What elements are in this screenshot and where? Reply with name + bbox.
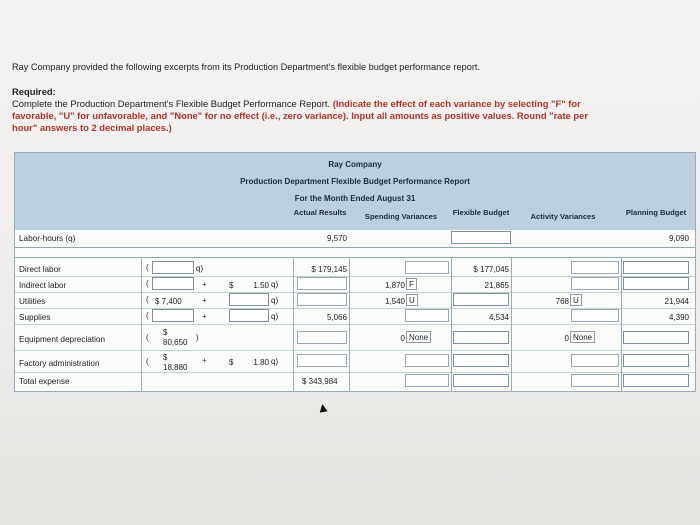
intro-text: Ray Company provided the following excerpts from its Production Department's flexible budget performance report. (12, 62, 480, 72)
indirect-labor-spending: 1,870 (384, 281, 405, 290)
equipment-spending: 0 (400, 334, 405, 343)
factory-rate: 1.80 (253, 358, 269, 367)
utilities-rate-q: q) (271, 296, 279, 305)
indirect-labor-spending-fx[interactable]: F (406, 278, 417, 290)
indirect-labor-actual-input[interactable] (297, 277, 347, 290)
supplies-flexible: 4,534 (488, 313, 509, 322)
indirect-labor-fixed-input[interactable] (152, 277, 194, 290)
factory-flexible-input[interactable] (453, 354, 509, 367)
report-title: Production Department Flexible Budget Performance Report (240, 177, 470, 186)
supplies-planning: 4,390 (668, 313, 689, 322)
factory-fixed: 18,880 (163, 363, 188, 372)
indirect-labor-flexible: 21,865 (484, 281, 509, 290)
report-period: For the Month Ended August 31 (294, 194, 416, 203)
plus-sign: + (202, 356, 207, 365)
labor-hours-actual: 9,570 (326, 234, 347, 243)
required-line-1-text: Complete the Production Department's Flexible Budget Performance Report. (12, 98, 331, 109)
total-planning-input[interactable] (623, 374, 689, 387)
paren-open: ( (146, 279, 149, 288)
labor-hours-planning: 9,090 (668, 234, 689, 243)
mouse-pointer-icon (318, 403, 327, 412)
direct-labor-flexible: $ 177,045 (473, 265, 509, 274)
col-planning-budget: Planning Budget (625, 208, 687, 217)
row-label-indirect-labor: Indirect labor (19, 281, 67, 290)
divider (15, 257, 695, 258)
row-label-factory-administration: Factory administration (19, 359, 100, 368)
utilities-spending-fx[interactable]: U (406, 294, 418, 306)
col-flexible-budget: Flexible Budget (452, 208, 510, 217)
dollar-sign: $ (229, 358, 234, 367)
paren-open: ( (146, 333, 149, 342)
utilities-activity: 768 (555, 297, 569, 306)
divider (15, 372, 695, 373)
factory-planning-input[interactable] (623, 354, 689, 367)
equipment-activity: 0 (564, 334, 569, 343)
divider (15, 350, 695, 351)
performance-report-table (14, 152, 696, 392)
direct-labor-rate-q: q) (196, 264, 204, 273)
direct-labor-fixed-input[interactable] (152, 261, 194, 274)
total-activity-input[interactable] (571, 374, 619, 387)
total-spending-input[interactable] (405, 374, 449, 387)
utilities-spending: 1,540 (384, 297, 405, 306)
paren-close: ) (196, 333, 199, 342)
supplies-activity-input[interactable] (571, 309, 619, 322)
indirect-labor-rate-q: q) (271, 280, 279, 289)
indirect-labor-activity-input[interactable] (571, 277, 619, 290)
row-label-direct-labor: Direct labor (19, 265, 61, 274)
plus-sign: + (202, 296, 207, 305)
paren-open: ( (146, 263, 149, 272)
labor-hours-label: Labor-hours (q) (19, 234, 76, 243)
required-heading: Required: (12, 86, 56, 97)
required-line-3: hour" answers to 2 decimal places.) (12, 122, 172, 133)
equipment-activity-fx[interactable]: None (570, 331, 595, 343)
row-label-total-expense: Total expense (19, 377, 70, 386)
equipment-flexible-input[interactable] (453, 331, 509, 344)
row-label-equipment-depreciation: Equipment depreciation (19, 335, 106, 344)
factory-activity-input[interactable] (571, 354, 619, 367)
indirect-labor-rate: 1.50 (253, 281, 269, 290)
indirect-labor-planning-input[interactable] (623, 277, 689, 290)
supplies-spending-input[interactable] (405, 309, 449, 322)
row-label-utilities: Utilities (19, 297, 46, 306)
required-line-2: favorable, "U" for unfavorable, and "None" for no effect (i.e., zero variance). Input all amounts as positive values. Round "rate per (12, 110, 588, 121)
utilities-planning: 21,944 (664, 297, 689, 306)
utilities-rate-input[interactable] (229, 293, 269, 306)
direct-labor-actual: $ 179,145 (311, 265, 347, 274)
factory-spending-input[interactable] (405, 354, 449, 367)
col-activity-variances: Activity Variances (530, 212, 596, 221)
utilities-fixed: $ 7,400 (155, 297, 182, 306)
col-spending-variances: Spending Variances (364, 212, 438, 221)
supplies-fixed-input[interactable] (152, 309, 194, 322)
required-line-1 (12, 98, 581, 109)
report-company: Ray Company (328, 160, 382, 169)
divider (15, 324, 695, 325)
divider (15, 292, 695, 293)
report-header (15, 153, 695, 230)
equipment-fixed: 80,650 (163, 338, 188, 347)
paren-open: ( (146, 295, 149, 304)
total-expense-actual: $ 343,984 (302, 377, 338, 386)
supplies-rate-q: q) (271, 312, 279, 321)
direct-labor-spending-input[interactable] (405, 261, 449, 274)
divider (15, 247, 695, 248)
utilities-activity-fx[interactable]: U (570, 294, 582, 306)
dollar-sign: $ (229, 281, 234, 290)
equipment-actual-input[interactable] (297, 331, 347, 344)
paren-open: ( (146, 357, 149, 366)
col-actual-results: Actual Results (293, 208, 347, 217)
equipment-spending-fx[interactable]: None (406, 331, 431, 343)
row-label-supplies: Supplies (19, 313, 51, 322)
plus-sign: + (202, 312, 207, 321)
factory-actual-input[interactable] (297, 354, 347, 367)
direct-labor-planning-input[interactable] (623, 261, 689, 274)
total-flexible-input[interactable] (453, 374, 509, 387)
factory-fixed-dollar: $ (163, 353, 168, 362)
utilities-actual-input[interactable] (297, 293, 347, 306)
direct-labor-activity-input[interactable] (571, 261, 619, 274)
paren-open: ( (146, 311, 149, 320)
factory-rate-q: q) (271, 357, 279, 366)
equipment-planning-input[interactable] (623, 331, 689, 344)
supplies-rate-input[interactable] (229, 309, 269, 322)
supplies-actual: 5,066 (326, 313, 347, 322)
plus-sign: + (202, 280, 207, 289)
equipment-fixed-dollar: $ (163, 328, 168, 337)
utilities-flexible-input[interactable] (453, 293, 509, 306)
required-line-1-bold: (Indicate the effect of each variance by selecting "F" for (332, 98, 581, 109)
labor-hours-flexible-input[interactable] (451, 231, 511, 244)
